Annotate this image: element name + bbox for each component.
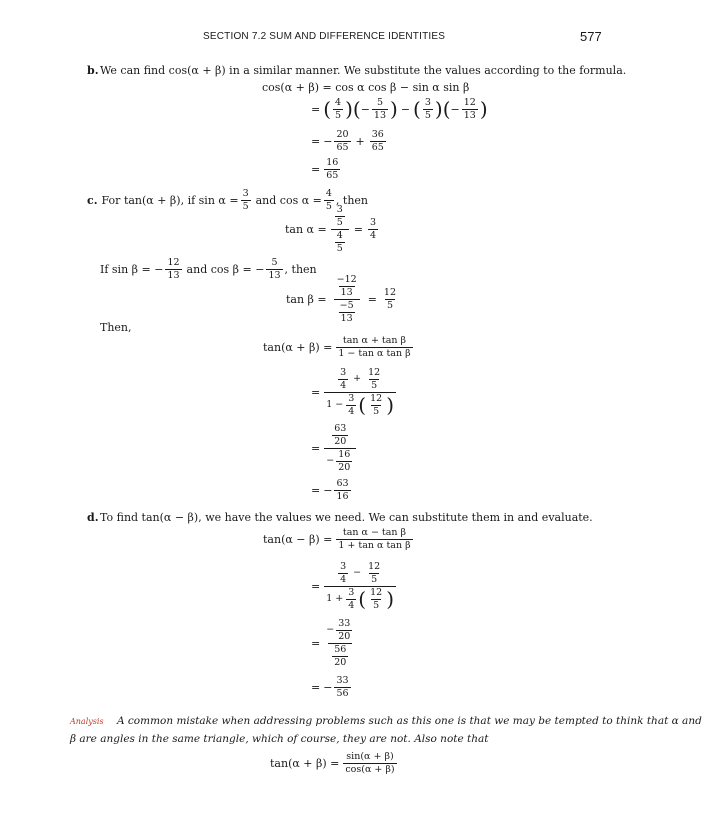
part-c-beta-intro: If sin β = − $\frac{12}{13}$ and cos β = − $\frac{5}{13}$ , then <box>100 257 317 281</box>
part-b-text: We can find cos(α + β) in a similar manner. We substitute the values according to the formula. <box>100 64 627 77</box>
tan-diff-substitution: = $\frac{3}{4}$ − $\frac{12}{5}$ 1 + $\frac{3}{4}$ ( $\frac{12}{5}$ ) <box>311 561 395 612</box>
cos-sum-step2: = − $\frac{20}{65}$ + $\frac{36}{65}$ <box>311 129 384 153</box>
analysis-line-1: A common mistake when addressing problems such as this one is that we may be tempted to think that α and <box>117 715 702 727</box>
part-d-text: To find tan(α − β), we have the values we need. We can substitute them in and evaluate. <box>100 511 593 524</box>
then-text: Then, <box>100 321 132 334</box>
analysis-tag: Analysis <box>70 717 104 726</box>
section-title: SECTION 7.2 SUM AND DIFFERENCE IDENTITIES <box>203 31 446 42</box>
tan-diff-step2: = − $\frac{33}{20}$ $\frac{56}{20}$ <box>311 619 358 668</box>
cos-sum-result: = $\frac{16}{65}$ <box>311 157 339 181</box>
cos-sum-formula: cos(α + β) = cos α cos β − sin α sin β <box>262 81 470 94</box>
part-b-label: b. <box>87 64 99 77</box>
page-number: 577 <box>580 29 602 44</box>
tan-sum-result: = − $\frac{63}{16}$ <box>311 478 349 502</box>
tan-sum-step2: = $\frac{63}{20}$ − $\frac{16}{20}$ <box>311 424 358 473</box>
tan-diff-result: = − $\frac{33}{56}$ <box>311 675 349 699</box>
part-c-intro: c. For tan(α + β), if sin α = $\frac{3}{5}$ and cos α = $\frac{4}{5}$ , then <box>87 188 368 212</box>
cos-sum-substitution: = ( $\frac{4}{5}$ ) ( − $\frac{5}{13}$ ) − ( $\frac{3}{5}$ ) ( − $\frac{12}{13}$ ) <box>311 97 488 122</box>
tan-sum-substitution: = $\frac{3}{4}$ + $\frac{12}{5}$ 1 − $\frac{3}{4}$ ( $\frac{12}{5}$ ) <box>311 367 395 418</box>
tan-diff-formula: tan(α − β) = $\frac{\text{tan α − tan β}}{\text{1 + tan α tan β}}$ <box>263 527 411 551</box>
analysis-line-2: β are angles in the same triangle, which of course, they are not. Also note that <box>70 733 489 745</box>
part-d-label: d. <box>87 511 99 524</box>
final-identity: tan(α + β) = $\frac{\sin(\alpha + \beta)}{\cos(\alpha + \beta)}$ <box>270 751 395 775</box>
tan-alpha-calc: tan α = $\frac{\frac{3}{5}}{\frac{4}{5}}$ = $\frac{3}{4}$ <box>285 204 377 254</box>
tan-sum-formula: tan(α + β) = $\frac{\text{tan α + tan β}}{\text{1 − tan α tan β}}$ <box>263 335 411 359</box>
tan-beta-calc: tan β = $\frac{\frac{-12}{13}}{\frac{-5}{13}}$ = $\frac{12}{5}$ <box>286 274 397 324</box>
